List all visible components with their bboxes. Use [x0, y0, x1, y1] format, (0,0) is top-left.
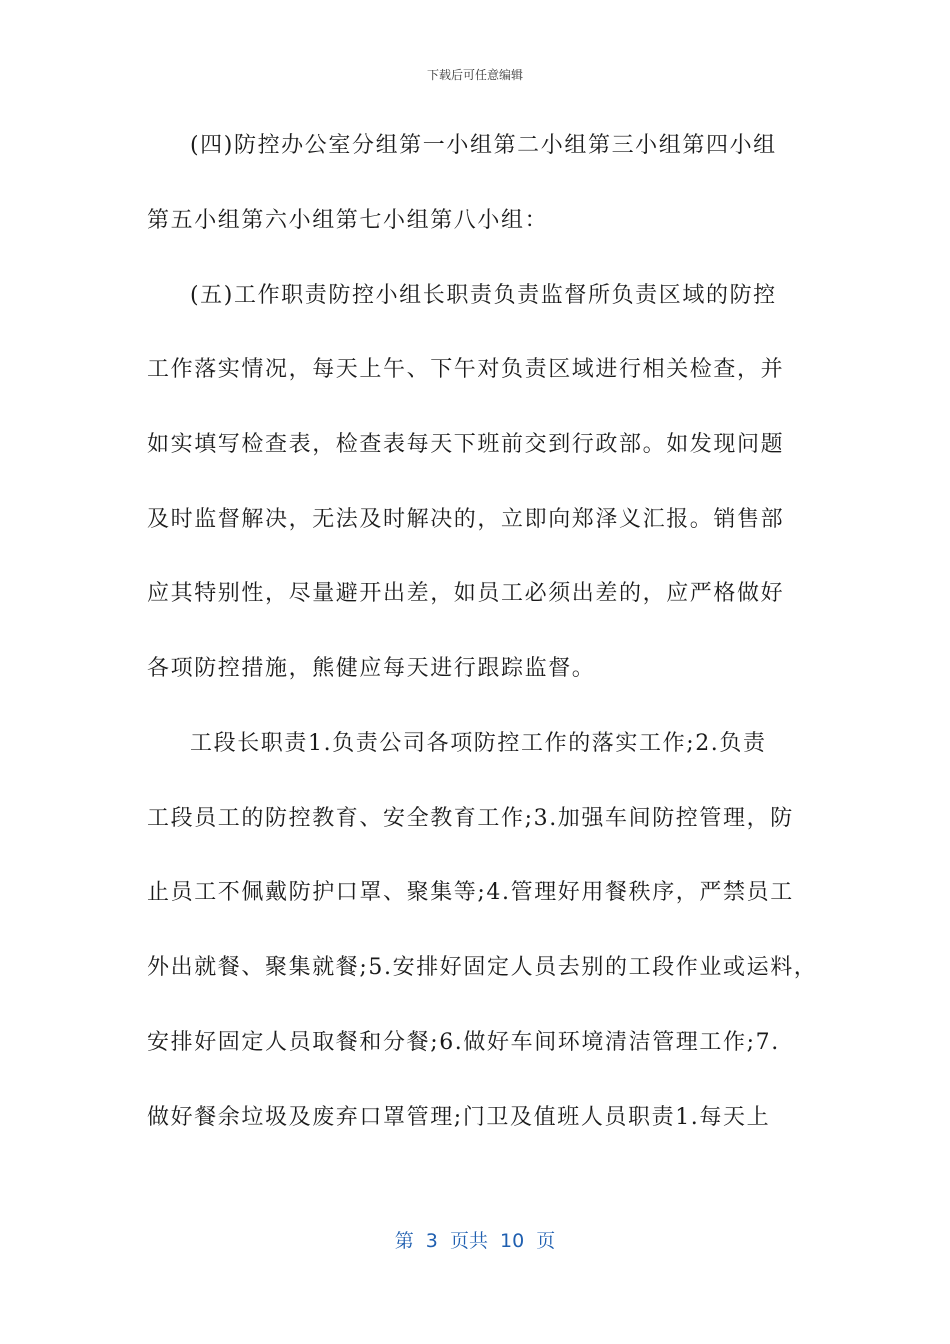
paragraph-line: 做好餐余垃圾及废弃口罩管理;门卫及值班人员职责1.每天上: [147, 1105, 771, 1130]
page-header: 下载后可任意编辑: [426, 68, 523, 82]
paragraph-line: 应其特别性，尽量避开出差，如员工必须出差的，应严格做好: [147, 581, 785, 606]
paragraph-line: 工段长职责1.负责公司各项防控工作的落实工作;2.负责: [190, 731, 767, 756]
paragraph-line: 止员工不佩戴防护口罩、聚集等;4.管理好用餐秩序，严禁员工: [147, 880, 794, 905]
paragraph-line: 安排好固定人员取餐和分餐;6.做好车间环境清洁管理工作;7.: [147, 1030, 780, 1055]
paragraph-line: 外出就餐、聚集就餐;5.安排好固定人员去别的工段作业或运料，: [147, 955, 818, 980]
paragraph-line: (五)工作职责防控小组长职责负责监督所负责区域的防控: [190, 283, 777, 308]
paragraph-line: 各项防控措施，熊健应每天进行跟踪监督。: [147, 656, 596, 681]
page-number-footer: 第 3 页共 10 页: [394, 1230, 556, 1252]
paragraph-line: 及时监督解决，无法及时解决的，立即向郑泽义汇报。销售部: [147, 507, 785, 532]
paragraph-line: 如实填写检查表，检查表每天下班前交到行政部。如发现问题: [147, 432, 785, 457]
paragraph-line: (四)防控办公室分组第一小组第二小组第三小组第四小组: [190, 133, 777, 158]
paragraph-line: 工作落实情况，每天上午、下午对负责区域进行相关检查，并: [147, 357, 785, 382]
paragraph-line: 工段员工的防控教育、安全教育工作;3.加强车间防控管理，防: [147, 806, 794, 831]
paragraph-line: 第五小组第六小组第七小组第八小组：: [147, 208, 549, 233]
